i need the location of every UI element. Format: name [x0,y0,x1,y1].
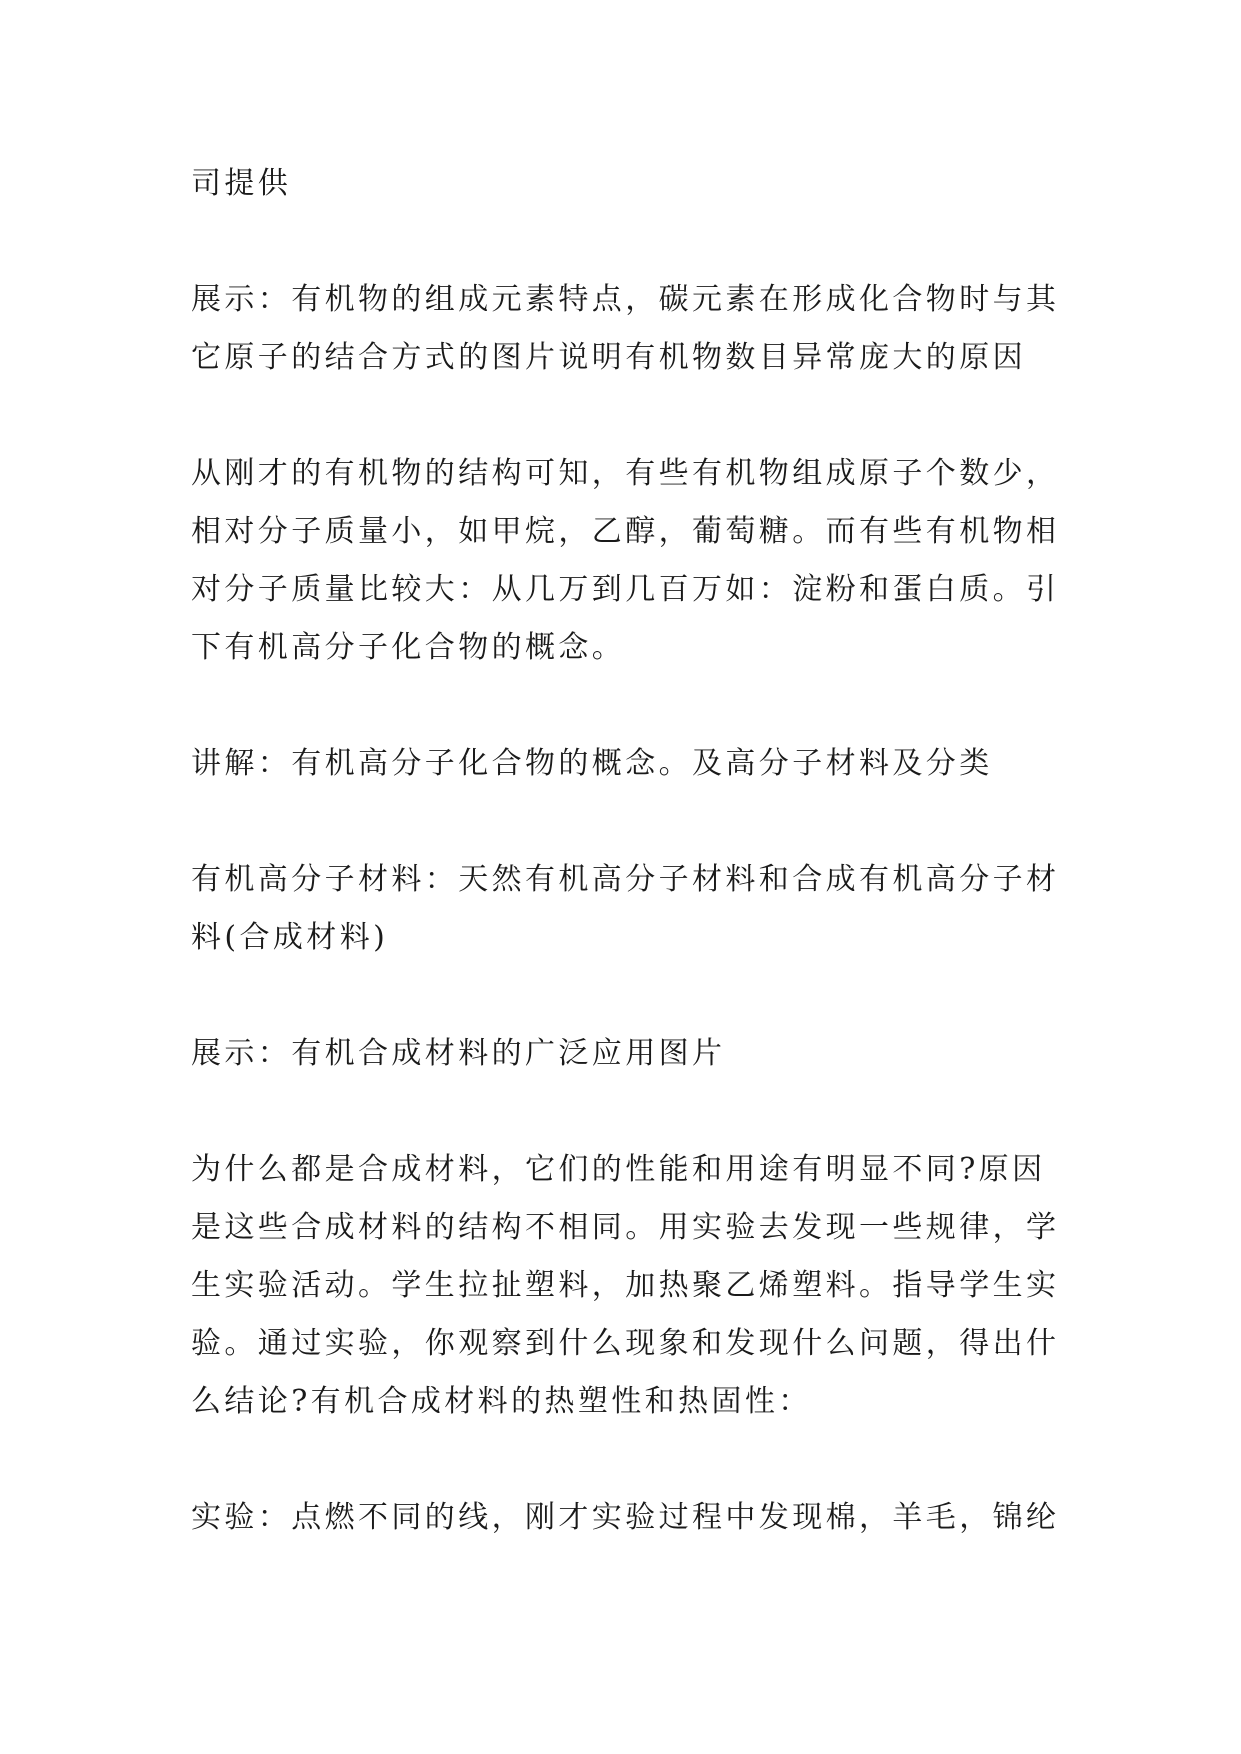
text-line: 对分子质量比较大：从几万到几百万如：淀粉和蛋白质。引 [191,572,1060,607]
text-line: 展示：有机物的组成元素特点，碳元素在形成化合物时与其 [191,282,1060,317]
document-body [191,155,1061,1605]
text-line: 料(合成材料) [191,920,389,955]
paragraph-experiment-questions [191,1141,1061,1431]
paragraph-lecture [191,735,1061,793]
text-line: 展示：有机合成材料的广泛应用图片 [191,1036,726,1071]
text-line: 么结论?有机合成材料的热塑性和热固性： [191,1384,812,1419]
text-line: 为什么都是合成材料，它们的性能和用途有明显不同?原因 [191,1152,1046,1187]
text-line: 相对分子质量小，如甲烷，乙醇，葡萄糖。而有些有机物相 [191,514,1060,549]
paragraph-polymer-materials [191,851,1061,967]
paragraph-molecular-structure [191,445,1061,677]
text-line: 实验：点燃不同的线，刚才实验过程中发现棉，羊毛，锦纶 [191,1500,1060,1535]
paragraph-show-applications [191,1025,1061,1083]
paragraph-provided-by [191,155,1061,213]
text-line: 它原子的结合方式的图片说明有机物数目异常庞大的原因 [191,340,1026,375]
text-line: 从刚才的有机物的结构可知，有些有机物组成原子个数少， [191,456,1060,491]
text-line: 有机高分子材料：天然有机高分子材料和合成有机高分子材 [191,862,1060,897]
paragraph-burning-experiment [191,1489,1061,1547]
text-line: 司提供 [191,166,292,201]
text-line: 验。通过实验，你观察到什么现象和发现什么问题，得出什 [191,1326,1060,1361]
text-line: 是这些合成材料的结构不相同。用实验去发现一些规律，学 [191,1210,1060,1245]
text-line: 生实验活动。学生拉扯塑料，加热聚乙烯塑料。指导学生实 [191,1268,1060,1303]
paragraph-show-elements [191,271,1061,387]
text-line: 下有机高分子化合物的概念。 [191,630,626,665]
text-line: 讲解：有机高分子化合物的概念。及高分子材料及分类 [191,746,993,781]
